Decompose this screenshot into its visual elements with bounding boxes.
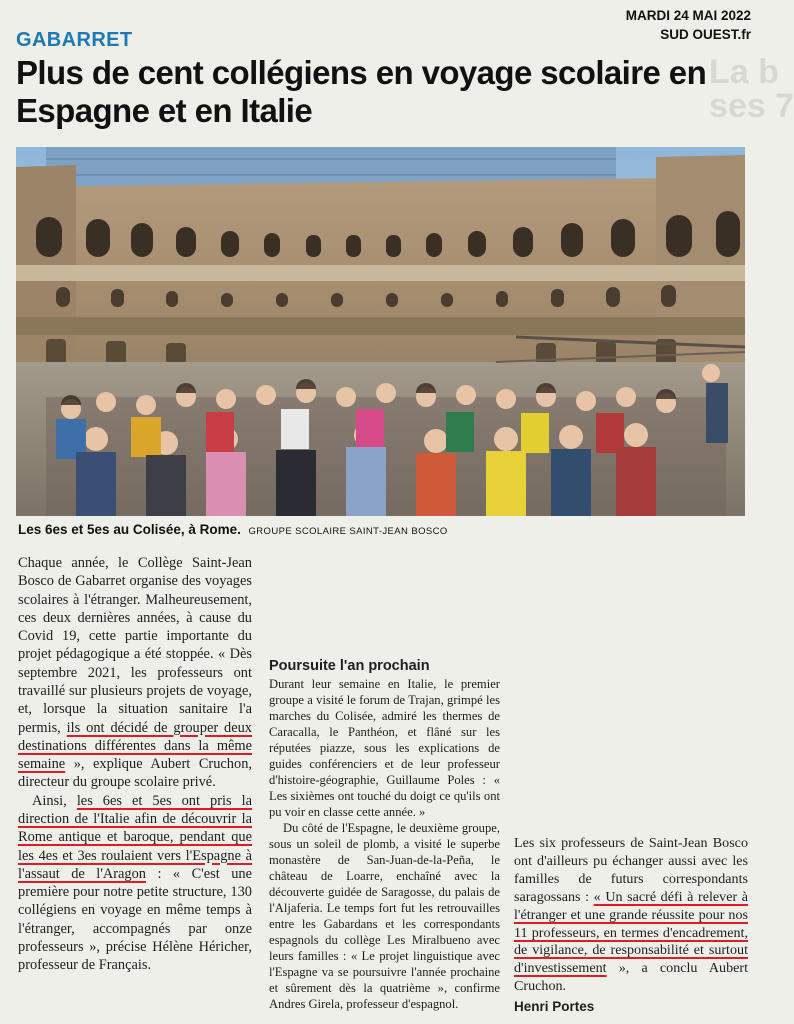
highlight-1: ils ont décidé de grouper deux destinations différentes dans la même semaine <box>18 719 252 773</box>
article-column-3 <box>514 835 748 1016</box>
paragraph-2: Ainsi, les 6es et 5es ont pris la direction de l'Italie afin de découvrir la Rome antique et baroque, pendant que les 4es et 3es roulaient vers l'Espagne à l'assaut de l'Aragon : « C'est une première pour notre petite structure, 130 collégiens en voyage en même temps à l'étranger, accompagnés par onze professeurs », précise Hélène Héricher, professeur de Français. <box>18 792 252 974</box>
headline: Plus de cent collégiens en voyage scolaire en Espagne et en Italie <box>16 54 707 129</box>
adjacent-article-bleed: La b ses 7 <box>709 53 794 125</box>
paragraph-1: Chaque année, le Collège Saint-Jean Bosco de Gabarret organise des voyages scolaires à l'étranger. Malheureusement, ces deux dernières années, à cause du Covid 19, cette partie importante du projet pédagogique a été stoppée. « Dès septembre 2021, les professeurs ont travaillé sur plusieurs projets de voyage, et, lorsque la situation sanitaire l'a permis, ils ont décidé de grouper deux destinations différentes dans la même semaine », explique Aubert Cruchon, directeur du groupe scolaire privé. <box>18 555 252 791</box>
photo-credit: GROUPE SCOLAIRE SAINT-JEAN BOSCO <box>248 526 448 537</box>
section-label: GABARRET <box>16 29 133 51</box>
publication-source: SUD OUEST.fr <box>660 27 751 42</box>
article-photo <box>16 147 745 516</box>
paragraph-3: Durant leur semaine en Italie, le premier groupe a visité le forum de Trajan, grimpé les marches du Colisée, admiré les thermes de Caracalla, le Panthéon, et flâné sur les réputées piazze, sous les explications de guides conférenciers et de leur professeur d'histoire-géographie, Guillaume Poles : « Les sixièmes ont touché du doigt ce qu'ils ont pu voir en classe cette année. » <box>269 677 500 819</box>
highlight-2: les 6es et 5es ont pris la direction de l'Italie afin de découvrir la Rome antique et baroque, pendant que les 4es et 3es roulaient vers l'Espagne à l'assaut de l'Aragon <box>18 792 252 882</box>
date-line <box>626 6 751 44</box>
publication-date: MARDI 24 MAI 2022 <box>625 8 751 23</box>
caption-text: Les 6es et 5es au Colisée, à Rome. <box>18 522 241 537</box>
article-column-1 <box>18 554 252 974</box>
subheading: Poursuite l'an prochain <box>269 658 430 674</box>
article-column-2 <box>269 650 500 1012</box>
photo-caption <box>18 522 747 537</box>
paragraph-5: Les six professeurs de Saint-Jean Bosco ont d'ailleurs pu échanger aussi avec les familles de futurs correspondants saragossans : « Un sacré défi à relever à l'étranger et une grande réussite pour nos 11 professeurs, en termes d'encadrement, de vigilance, de responsabilité et surtout d'investissement », a conclu Aubert Cruchon. <box>514 835 749 995</box>
paragraph-4: Du côté de l'Espagne, le deuxième groupe, sous un soleil de plomb, a visité le superbe monastère de San-Juan-de-la-Peña, le château de Loarre, enchaîné avec la découverte guidée de Saragosse, du palais de l'Aljaferia. Le temps fort fut les retrouvailles entre les Gabardans et les correspondants espagnols du collège Les Miralbueno avec leurs familles : « Le projet linguistique avec l'Espagne va se poursuivre l'année prochaine et sûrement dès la quatrième », confirme Andres Girela, professeur d'espagnol. <box>269 821 500 1011</box>
colosseum-photo-illustration <box>16 147 745 516</box>
author-signature: Henri Portes <box>514 999 595 1015</box>
highlight-3: « Un sacré défi à relever à l'étranger et une grande réussite pour nos 11 professeurs, en termes d'encadrement, de vigilance, de responsabilité et surtout d'investissement <box>514 888 749 977</box>
